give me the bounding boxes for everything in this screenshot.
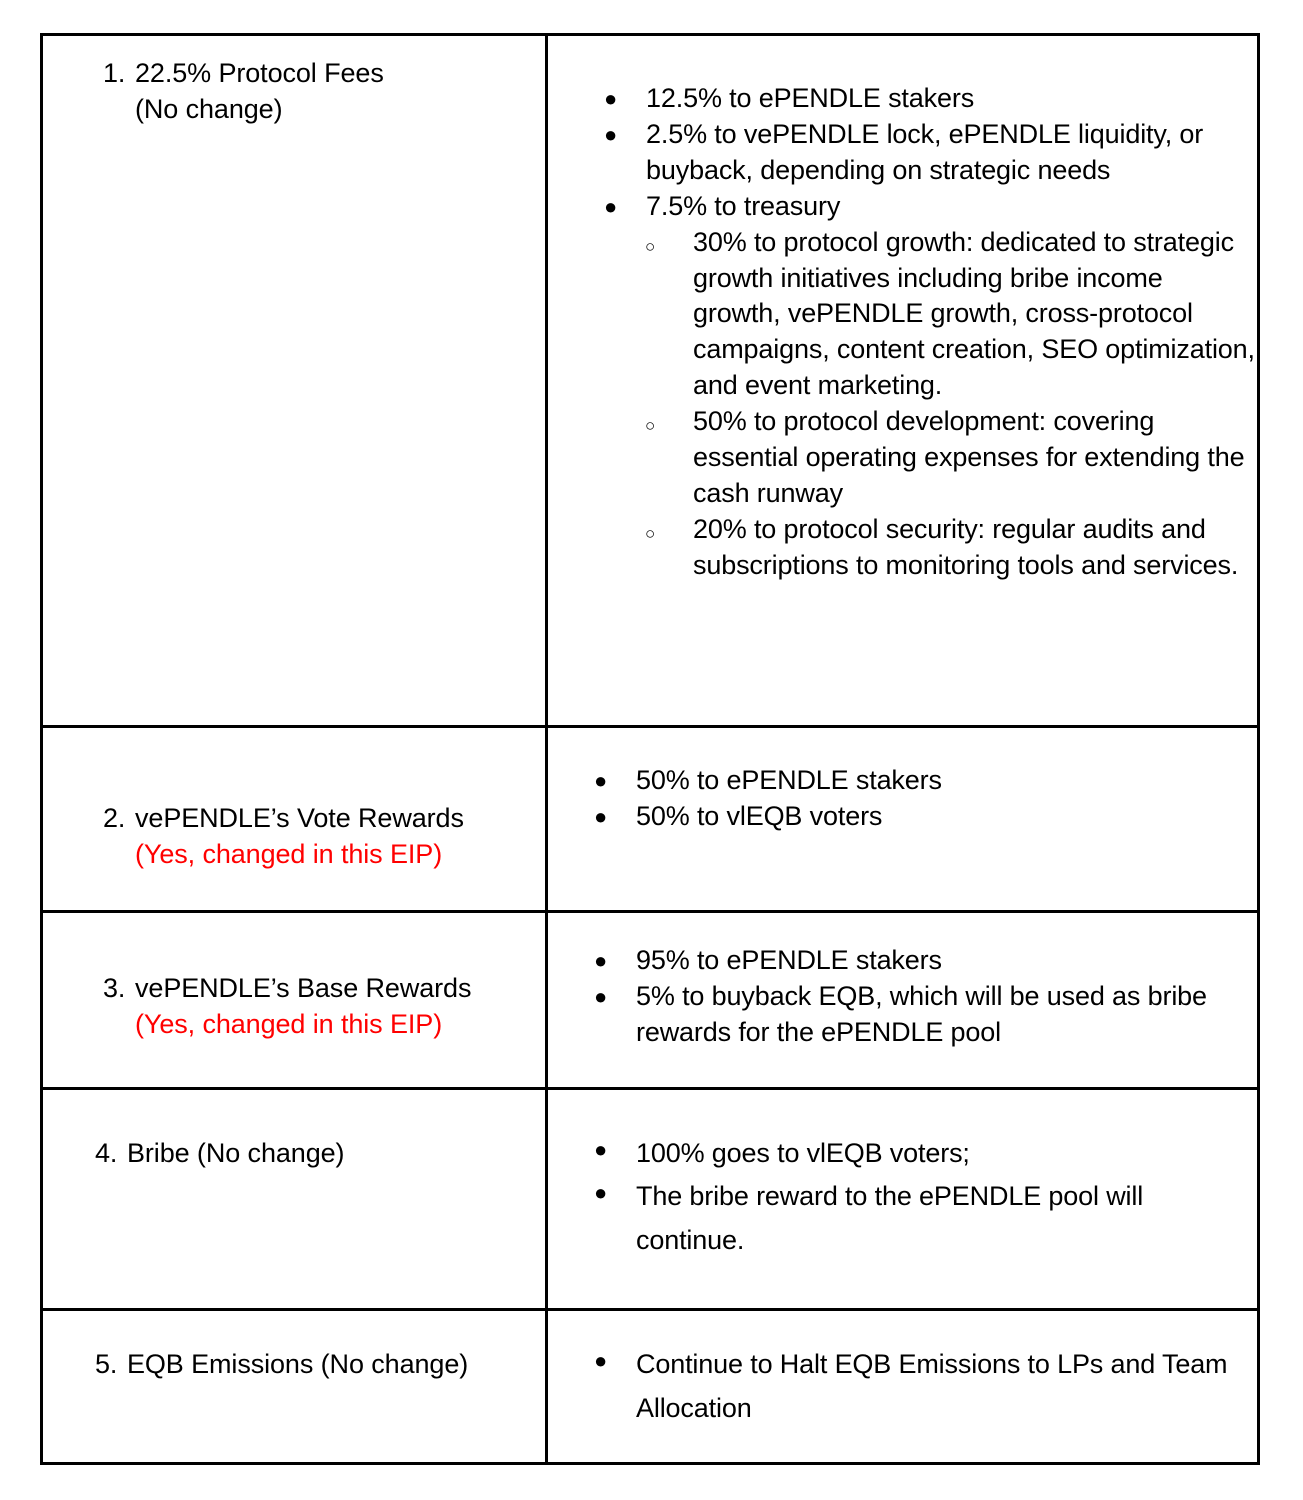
list-item <box>594 943 1239 979</box>
circle-bullet-icon <box>645 404 693 444</box>
table-row <box>42 1088 1259 1309</box>
bullet-list <box>548 1090 1257 1263</box>
category-body <box>127 1347 545 1383</box>
category-body <box>135 971 545 1042</box>
bullet-text: 50% to vlEQB voters <box>636 800 883 831</box>
category-title: vePENDLE’s Vote Rewards <box>135 802 464 833</box>
row-3-detail-cell <box>547 911 1259 1088</box>
bullet-text: The bribe reward to the ePENDLE pool will continue. <box>636 1181 1144 1256</box>
fee-distribution-table <box>40 33 1260 1465</box>
disc-bullet-icon <box>604 189 646 225</box>
disc-bullet-icon <box>594 1132 636 1168</box>
list-number: 1. <box>103 58 126 88</box>
sub-bullet-text: 50% to protocol development: covering essential operating expenses for extending the cash runway <box>693 406 1245 508</box>
sub-list-item <box>645 404 1257 512</box>
disc-bullet-icon <box>594 763 636 799</box>
list-item <box>594 1343 1239 1430</box>
sub-bullet-text: 20% to protocol security: regular audits and subscriptions to monitoring tools and services. <box>693 513 1239 580</box>
row-2-category-cell <box>42 726 547 911</box>
disc-bullet-icon <box>594 979 636 1015</box>
list-number: 5. <box>95 1349 118 1380</box>
row-3-category-cell <box>42 911 547 1088</box>
bullet-list <box>548 728 1257 835</box>
numbered-item <box>89 56 545 127</box>
row-4-detail-cell <box>547 1088 1259 1309</box>
sub-list-item <box>645 225 1257 405</box>
disc-bullet-icon <box>604 81 646 117</box>
category-title: Bribe (No change) <box>127 1137 345 1168</box>
category-title: vePENDLE’s Base Rewards <box>135 972 472 1003</box>
row-2-detail-cell <box>547 726 1259 911</box>
circle-bullet-icon <box>645 512 693 552</box>
row-1-detail-cell <box>547 35 1259 727</box>
bullet-text: 95% to ePENDLE stakers <box>636 944 942 975</box>
numbered-item <box>81 1136 545 1172</box>
bullet-text: 50% to ePENDLE stakers <box>636 764 942 795</box>
bullet-text: 12.5% to ePENDLE stakers <box>646 83 975 113</box>
list-item <box>594 763 1239 799</box>
category-body <box>135 801 545 872</box>
list-item <box>604 189 1239 225</box>
category-body <box>127 1136 545 1172</box>
list-number: 2. <box>103 802 126 833</box>
bullet-list <box>548 36 1257 225</box>
list-item <box>594 1132 1239 1176</box>
row-1-category-cell <box>42 35 547 727</box>
list-item <box>594 1175 1239 1262</box>
sub-bullet-text: 30% to protocol growth: dedicated to strategic growth initiatives including bribe income growth, vePENDLE growth, cross-protocol campaigns, content creation, SEO optimization, and event marketing. <box>693 226 1255 401</box>
category-status-changed: (Yes, changed in this EIP) <box>135 838 443 869</box>
bullet-text: 2.5% to vePENDLE lock, ePENDLE liquidity, or buyback, depending on strategic needs <box>646 118 1204 185</box>
bullet-text: 100% goes to vlEQB voters; <box>636 1137 970 1168</box>
numbered-item <box>89 801 545 872</box>
bullet-list <box>548 1311 1257 1430</box>
row-5-category-cell <box>42 1310 547 1464</box>
category-status-changed: (Yes, changed in this EIP) <box>135 1008 443 1039</box>
disc-bullet-icon <box>604 117 646 153</box>
category-body <box>135 56 545 127</box>
row-4-category-cell <box>42 1088 547 1309</box>
table-row <box>42 726 1259 911</box>
row-5-detail-cell <box>547 1310 1259 1464</box>
list-number: 3. <box>103 972 126 1003</box>
table-row <box>42 911 1259 1088</box>
bullet-text: 7.5% to treasury <box>646 190 841 221</box>
list-number: 4. <box>95 1137 118 1168</box>
disc-bullet-icon <box>594 1175 636 1211</box>
category-title: 22.5% Protocol Fees <box>135 58 384 88</box>
list-item <box>594 799 1239 835</box>
disc-bullet-icon <box>594 943 636 979</box>
list-item <box>594 979 1239 1051</box>
table-row <box>42 1310 1259 1464</box>
disc-bullet-icon <box>594 1343 636 1379</box>
circle-bullet-icon <box>645 225 693 265</box>
disc-bullet-icon <box>594 799 636 835</box>
category-status: (No change) <box>135 93 283 124</box>
table-row <box>42 35 1259 727</box>
bullet-text: Continue to Halt EQB Emissions to LPs and Team Allocation <box>636 1349 1228 1423</box>
category-title: EQB Emissions (No change) <box>127 1349 469 1380</box>
list-item <box>604 81 1239 117</box>
sub-bullet-list <box>548 225 1257 584</box>
numbered-item <box>81 1347 545 1383</box>
bullet-list <box>548 913 1257 1051</box>
numbered-item <box>89 971 545 1042</box>
bullet-text: 5% to buyback EQB, which will be used as bribe rewards for the ePENDLE pool <box>636 980 1207 1047</box>
list-item <box>604 117 1239 189</box>
sub-list-item <box>645 512 1257 584</box>
